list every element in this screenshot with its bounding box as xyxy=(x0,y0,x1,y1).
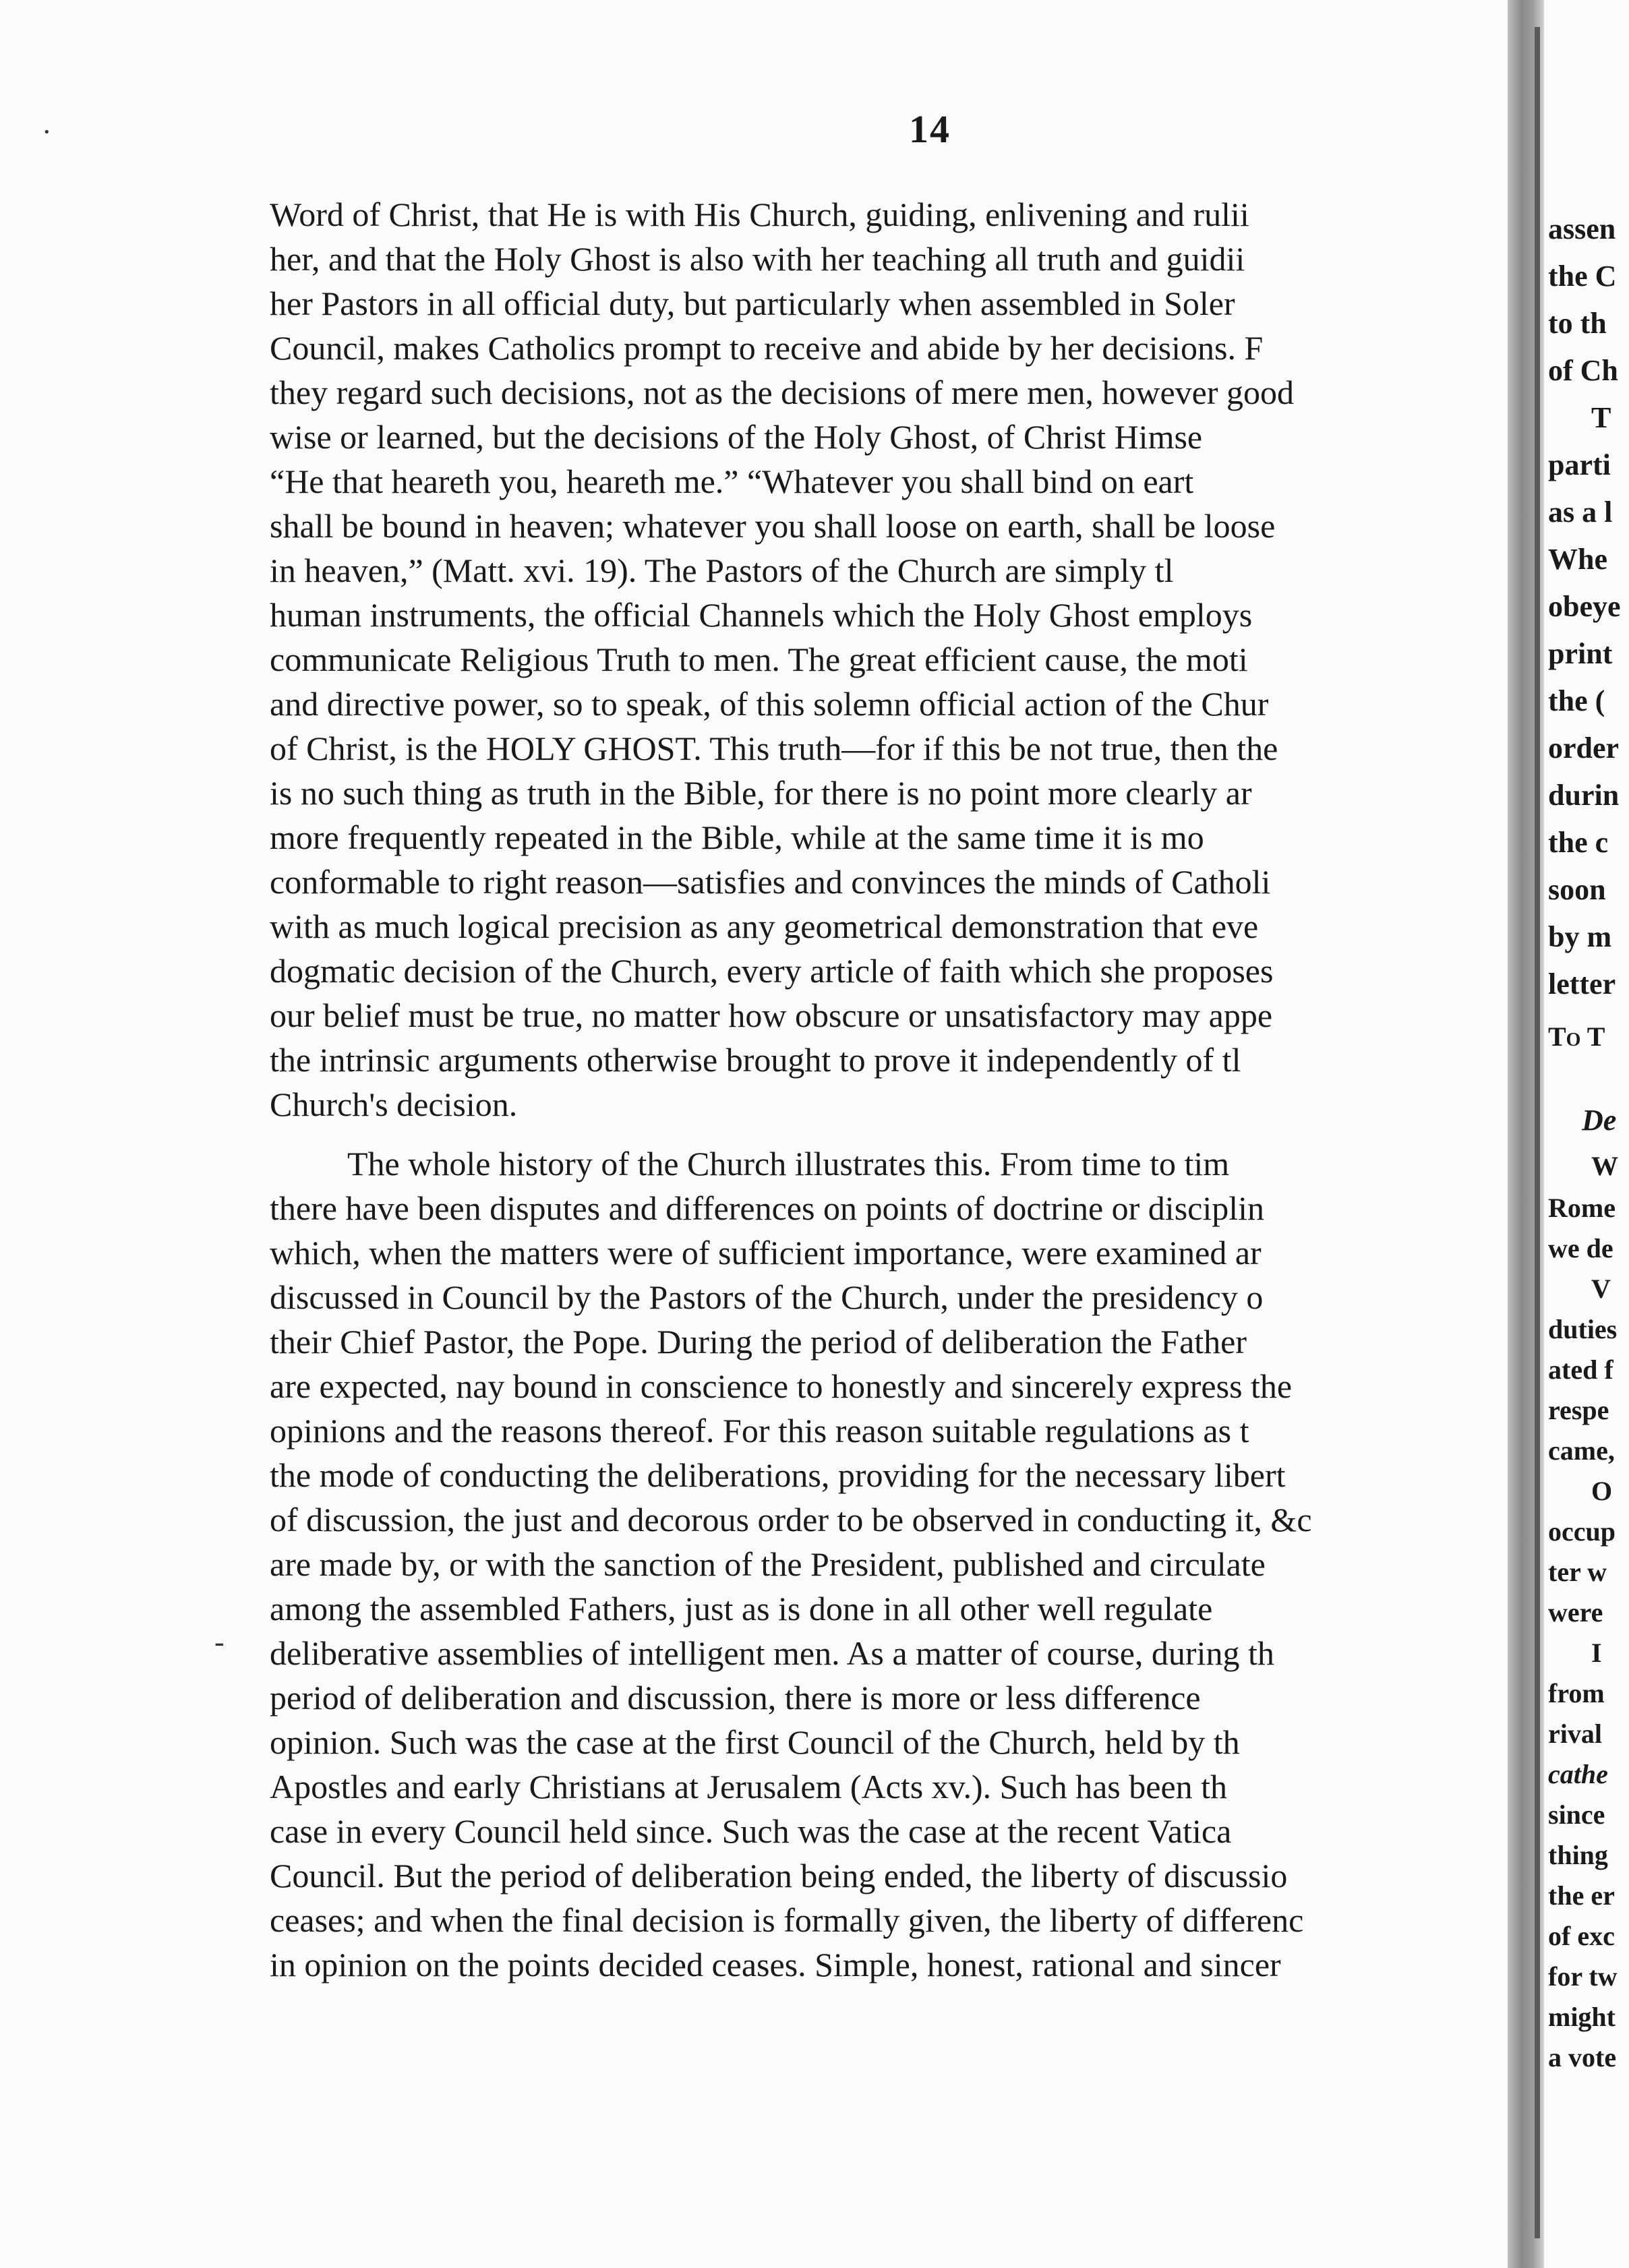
text-line: Council. But the period of deliberation being ended, the liberty of discussio xyxy=(270,1857,1288,1894)
body-text xyxy=(270,192,1504,1987)
margin-dash: - xyxy=(214,1625,225,1659)
facing-line: the er xyxy=(1548,1880,1615,1911)
facing-line: letter xyxy=(1548,967,1616,1001)
text-line: case in every Council held since. Such was the case at the recent Vatica xyxy=(270,1812,1232,1850)
page-number: 14 xyxy=(909,107,951,151)
text-line: are made by, or with the sanction of the President, published and circulate xyxy=(270,1545,1266,1583)
facing-line: occup xyxy=(1548,1516,1616,1547)
text-line: more frequently repeated in the Bible, while at the same time it is mo xyxy=(270,818,1204,856)
facing-line: a vote xyxy=(1548,2042,1617,2072)
facing-line: respe xyxy=(1548,1395,1609,1425)
text-line: Church's decision. xyxy=(270,1085,518,1123)
facing-line: the C xyxy=(1548,260,1617,293)
facing-line: rival xyxy=(1548,1719,1602,1749)
facing-line: the ( xyxy=(1548,684,1605,717)
text-line: the intrinsic arguments otherwise brought to prove it independently of tl xyxy=(270,1041,1241,1079)
facing-line: soon xyxy=(1548,873,1606,906)
facing-line: De xyxy=(1582,1104,1617,1137)
margin-dot: · xyxy=(42,115,52,148)
text-line: her, and that the Holy Ghost is also with her teaching all truth and guidii xyxy=(270,240,1245,278)
text-line: communicate Religious Truth to men. The great efficient cause, the moti xyxy=(270,640,1248,678)
facing-line: duties xyxy=(1548,1314,1618,1344)
text-line: of Christ, is the HOLY GHOST. This truth—for if this be not true, then the xyxy=(270,729,1278,767)
facing-line: print xyxy=(1548,637,1613,670)
facing-line: of Ch xyxy=(1548,354,1618,387)
facing-line: durin xyxy=(1548,779,1620,812)
text-line: there have been disputes and differences on points of doctrine or disciplin xyxy=(270,1189,1265,1227)
text-line: dogmatic decision of the Church, every article of faith which she proposes xyxy=(270,952,1274,990)
text-line: opinions and the reasons thereof. For this reason suitable regulations as t xyxy=(270,1412,1249,1450)
text-line: period of deliberation and discussion, there is more or less difference xyxy=(270,1679,1201,1717)
facing-line: parti xyxy=(1548,448,1611,481)
facing-line: Rome xyxy=(1548,1193,1616,1223)
facing-line: of exc xyxy=(1548,1921,1615,1951)
facing-line: V xyxy=(1591,1274,1611,1304)
text-line: which, when the matters were of sufficient importance, were examined ar xyxy=(270,1234,1262,1272)
text-line: her Pastors in all official duty, but particularly when assembled in Soler xyxy=(270,285,1235,322)
facing-line: T xyxy=(1591,401,1611,434)
facing-line: since xyxy=(1548,1799,1605,1830)
facing-line: from xyxy=(1548,1678,1605,1708)
facing-line: by m xyxy=(1548,920,1612,953)
text-line: The whole history of the Church illustrates this. From time to tim xyxy=(347,1145,1230,1183)
paragraph-1 xyxy=(270,192,1504,1127)
text-line: discussed in Council by the Pastors of the Church, under the presidency o xyxy=(270,1278,1264,1316)
text-line: among the assembled Fathers, just as is done in all other well regulate xyxy=(270,1590,1213,1628)
facing-heading: To T xyxy=(1548,1021,1605,1052)
text-line: “He that heareth you, heareth me.” “Whatever you shall bind on eart xyxy=(270,462,1194,500)
facing-line: were xyxy=(1548,1597,1603,1628)
text-line: ceases; and when the final decision is formally given, the liberty of differenc xyxy=(270,1901,1304,1939)
facing-line: I xyxy=(1591,1638,1602,1668)
text-line: Word of Christ, that He is with His Church, guiding, enlivening and rulii xyxy=(270,196,1249,233)
facing-line: as a l xyxy=(1548,496,1613,529)
facing-page-fragment xyxy=(1544,0,1629,2268)
facing-line: might xyxy=(1548,2002,1616,2032)
text-line: and directive power, so to speak, of this solemn official action of the Chur xyxy=(270,685,1269,723)
facing-line: the c xyxy=(1548,826,1609,859)
text-line: deliberative assemblies of intelligent men. As a matter of course, during th xyxy=(270,1634,1274,1672)
facing-line: W xyxy=(1591,1151,1618,1181)
facing-line: order xyxy=(1548,732,1620,765)
facing-line: to th xyxy=(1548,307,1607,340)
facing-line: obeye xyxy=(1548,590,1621,623)
text-line: opinion. Such was the case at the first Council of the Church, held by th xyxy=(270,1723,1240,1761)
text-line: the mode of conducting the deliberations, providing for the necessary libert xyxy=(270,1456,1286,1494)
text-line: shall be bound in heaven; whatever you shall loose on earth, shall be loose xyxy=(270,507,1276,545)
facing-line: ated f xyxy=(1548,1354,1613,1385)
facing-line: we de xyxy=(1548,1233,1613,1263)
text-line: wise or learned, but the decisions of the Holy Ghost, of Christ Himse xyxy=(270,418,1203,456)
facing-line: for tw xyxy=(1548,1961,1618,1992)
text-line: in opinion on the points decided ceases. Simple, honest, rational and sincer xyxy=(270,1946,1281,1983)
text-line: are expected, nay bound in conscience to honestly and sincerely express the xyxy=(270,1367,1293,1405)
text-line: in heaven,” (Matt. xvi. 19). The Pastors of the Church are simply tl xyxy=(270,551,1174,589)
facing-line: assen xyxy=(1548,212,1616,245)
paragraph-2 xyxy=(270,1141,1504,1987)
text-line: with as much logical precision as any geometrical demonstration that eve xyxy=(270,907,1259,945)
text-line: Council, makes Catholics prompt to receive and abide by her decisions. F xyxy=(270,329,1264,367)
facing-line: thing xyxy=(1548,1840,1608,1870)
gutter-shadow xyxy=(1535,27,1540,2238)
paragraph-gap xyxy=(270,1127,1504,1141)
facing-line: Whe xyxy=(1548,543,1607,576)
facing-line: cathe xyxy=(1548,1759,1608,1789)
text-line: Apostles and early Christians at Jerusalem (Acts xv.). Such has been th xyxy=(270,1768,1228,1806)
facing-line: O xyxy=(1591,1476,1613,1506)
text-line: they regard such decisions, not as the decisions of mere men, however good xyxy=(270,374,1295,411)
text-line: their Chief Pastor, the Pope. During the period of deliberation the Father xyxy=(270,1323,1247,1361)
text-line: is no such thing as truth in the Bible, for there is no point more clearly ar xyxy=(270,774,1252,812)
text-line: of discussion, the just and decorous order to be observed in conducting it, &c xyxy=(270,1501,1312,1539)
text-line: conformable to right reason—satisfies and convinces the minds of Catholi xyxy=(270,863,1271,901)
text-line: our belief must be true, no matter how obscure or unsatisfactory may appe xyxy=(270,996,1273,1034)
facing-line: ter w xyxy=(1548,1557,1607,1587)
text-line: human instruments, the official Channels which the Holy Ghost employs xyxy=(270,596,1253,634)
facing-line: came, xyxy=(1548,1435,1615,1466)
